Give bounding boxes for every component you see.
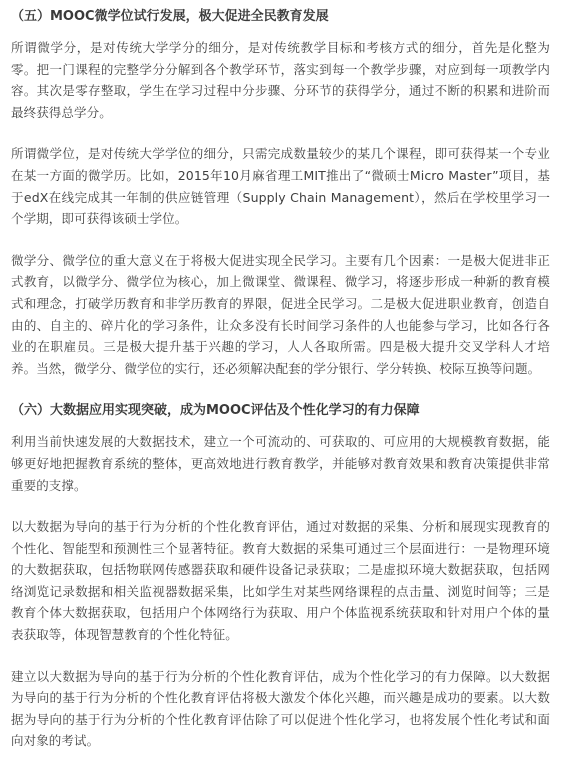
paragraph-significance: 微学分、微学位的重大意义在于将极大促进实现全民学习。主要有几个因素：一是极大促进非正式教育，以微学分、微学位为核心，加上微课堂、微课程、微学习，将逐步形成一种新的教育模式和理念，打破学历教育和非学历教育的界限，促进全民学习。二是极大促进职业教育，创造自由的、自主的、碎片化的学习条件，让众多没有长时间学习条件的人也能参与学习，比如各行各业的在职雇员。三是极大提升基于兴趣的学习，人人各取所需。四是极大提升交叉学科人才培养。当然，微学分、微学位的实行，还必须解决配套的学分银行、学分转换、校际互换等问题。 [11,252,550,376]
paragraph-big-data-tech: 利用当前快速发展的大数据技术，建立一个可流动的、可获取的、可应用的大规模教育数据，能够更好地把握教育系统的整体，更高效地进行教育教学，并能够对教育效果和教育决策提供非常重要的支撑。 [11,434,550,493]
paragraph-micro-degree: 所谓微学位，是对传统大学学位的细分，只需完成数量较少的某几个课程，即可获得某一个专业在某一方面的微学历。比如，2015年10月麻省理工MIT推出了“微硕士Micro Master”项目，基于edX在线完成其一年制的供应链管理（Supply Chain Management），然后在学校里学习一个学期，即可获得该硕士学位。 [11,146,550,227]
paragraph-micro-credit: 所谓微学分，是对传统大学学分的细分，是对传统教学目标和考核方式的细分，首先是化整为零。把一门课程的完整学分分解到各个教学环节，落实到每一个教学步骤，对应到每一项教学内容。其次是零存整取，学生在学习过程中分步骤、分环节的获得学分，通过不断的积累和进阶而最终获得总学分。 [11,40,550,120]
paragraph-personalized-learning: 建立以大数据为导向的基于行为分析的个性化教育评估，成为个性化学习的有力保障。以大数据为导向的基于行为分析的个性化教育评估将极大激发个体化兴趣，而兴趣是成功的要素。以大数据为导向的基于行为分析的个性化教育评估除了可以促进个性化学习，也将发展个性化考试和面向对象的考试。 [11,668,550,749]
paragraph-behavior-analysis: 以大数据为导向的基于行为分析的个性化教育评估，通过对数据的采集、分析和展现实现教育的个性化、智能型和预测性三个显著特征。教育大数据的采集可通过三个层面进行：一是物理环境的大数据获取，包括物联网传感器获取和硬件设备记录获取；二是虚拟环境大数据获取，包括网络浏览记录数据和相关监视器数据采集，比如学生对某些网络课程的点击量、浏览时间等；三是教育个体大数据获取，包括用户个体网络行为获取、用户个体监视系统获取和针对用户个体的量表获取等，体现智慧教育的个性化特征。 [11,519,550,643]
section-heading-six: （六）大数据应用实现突破，成为MOOC评估及个性化学习的有力保障 [11,403,420,419]
section-heading-five: （五）MOOC微学位试行发展，极大促进全民教育发展 [11,9,329,24]
